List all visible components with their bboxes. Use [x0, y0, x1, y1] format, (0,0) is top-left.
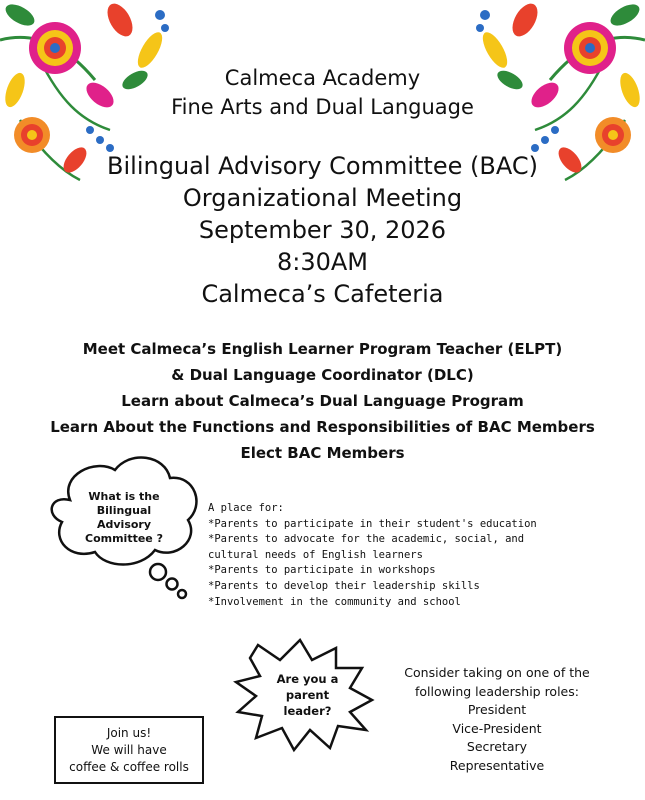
place-item: *Involvement in the community and school — [208, 595, 461, 608]
agenda-item: Learn about Calmeca’s Dual Language Program — [121, 392, 524, 410]
meeting-info — [80, 150, 565, 310]
roles-intro-line: Consider taking on one of the — [404, 665, 590, 680]
join-line: Join us! — [106, 726, 152, 740]
place-item: *Parents to participate in their student's education — [208, 517, 537, 530]
burst-question — [260, 671, 355, 719]
cloud-line: Committee ? — [85, 532, 163, 545]
join-us-box — [54, 716, 204, 784]
role-item: President — [467, 702, 527, 717]
agenda-item: & Dual Language Coordinator (DLC) — [171, 366, 474, 384]
meeting-title: Bilingual Advisory Committee (BAC) — [107, 152, 538, 180]
agenda-list — [30, 336, 615, 466]
school-name: Calmeca Academy — [224, 66, 421, 90]
place-item: *Parents to develop their leadership skills — [208, 579, 480, 592]
meeting-time: 8:30AM — [276, 248, 369, 276]
role-item: Representative — [449, 757, 545, 773]
role-item: Vice-President — [452, 720, 542, 736]
school-header — [120, 64, 525, 122]
place-description — [208, 501, 537, 610]
place-heading: A place for: — [208, 502, 284, 514]
meeting-date: September 30, 2026 — [198, 216, 447, 244]
place-item: cultural needs of English learners — [208, 548, 423, 561]
role-item: Secretary — [466, 739, 528, 754]
agenda-item: Learn About the Functions and Responsibilities of BAC Members — [50, 418, 595, 436]
school-subtitle: Fine Arts and Dual Language — [171, 95, 474, 119]
place-item: *Parents to advocate for the academic, social, and — [208, 533, 525, 546]
cloud-line: What is the — [88, 490, 160, 503]
leadership-roles — [388, 664, 606, 775]
cloud-line: Bilingual Advisory — [96, 504, 152, 531]
burst-line: parent leader? — [283, 688, 332, 718]
agenda-item: Elect BAC Members — [240, 444, 405, 462]
join-line: coffee & coffee rolls — [69, 760, 189, 774]
place-item: *Parents to participate in workshops — [208, 564, 436, 577]
roles-intro-line: following leadership roles: — [415, 683, 579, 699]
cloud-question — [69, 490, 179, 546]
agenda-item: Meet Calmeca’s English Learner Program Teacher (ELPT) — [82, 340, 563, 358]
meeting-type: Organizational Meeting — [182, 184, 463, 212]
burst-line: Are you a — [276, 672, 339, 686]
meeting-location: Calmeca’s Cafeteria — [201, 280, 444, 308]
join-line: We will have — [91, 743, 167, 757]
